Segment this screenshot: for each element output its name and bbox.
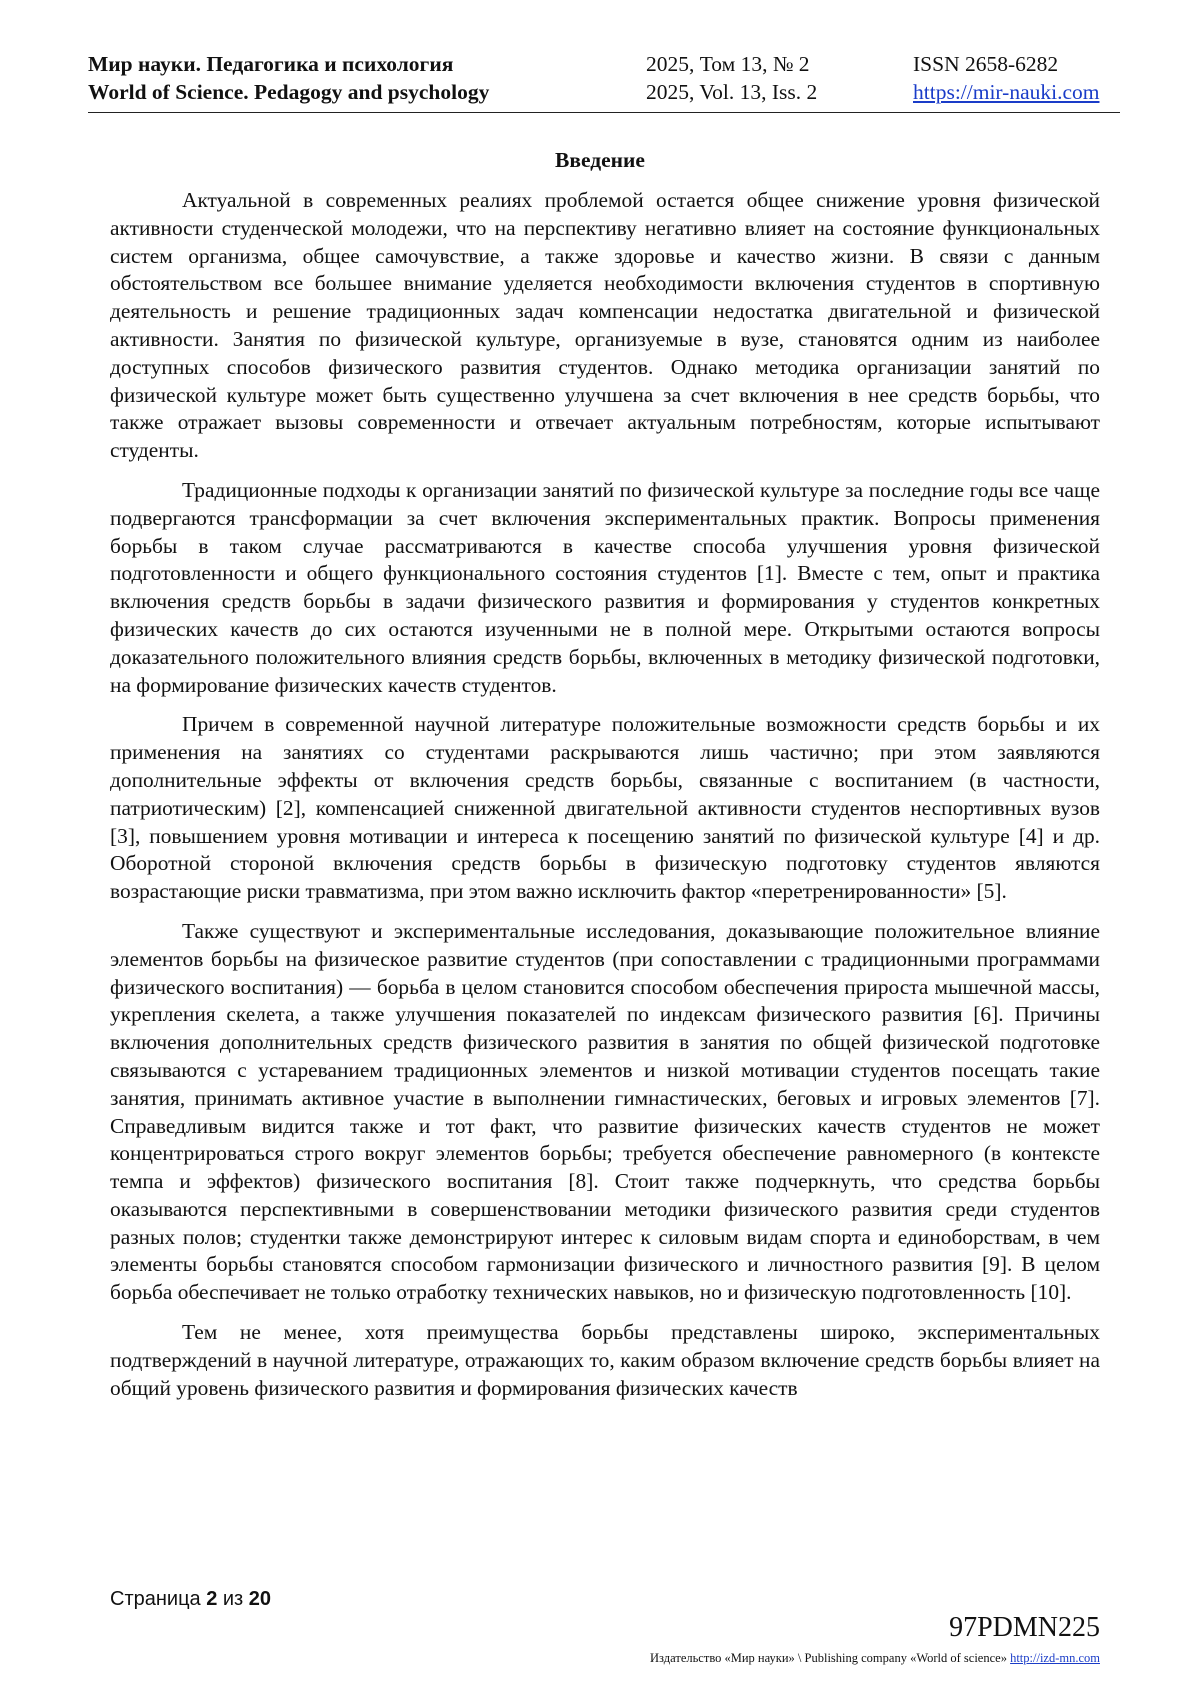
paragraph: Традиционные подходы к организации занятий по физической культуре за последние годы все чаще подвергаются трансформации за счет включения экспериментальных практик. Вопросы применения борьбы в таком случае рассматриваются в качестве способа улучшения уровня физической подготовленности и общего функционального состояния студентов [1]. Вместе с тем, опыт и практика включения средств борьбы в задачи физического развития и формирования у студентов конкретных физических качеств до сих остаются изученными не в полной мере. Открытыми остаются вопросы доказательного положительного влияния средств борьбы, включенных в методику физической подготовки, на формирование физических качеств студентов.	[110, 477, 1100, 697]
article-body	[110, 187, 1100, 1414]
article-code: 97PDMN225	[949, 1612, 1100, 1643]
website-link[interactable]: https://mir-nauki.com	[913, 80, 1100, 104]
publisher-line	[650, 1651, 1100, 1666]
volume-block	[646, 50, 817, 106]
paragraph: Причем в современной научной литературе положительные возможности средств борьбы и их применения на занятиях со студентами раскрываются лишь частично; при этом заявляются дополнительные эффекты от включения средств борьбы, связанные с воспитанием (в частности, патриотическим) [2], компенсацией сниженной двигательной активности студентов неспортивных вузов [3], повышением уровня мотивации и интереса к посещению занятий по физической культуре [4] и др. Оборотной стороной включения средств борьбы в физическую подготовку студентов являются возрастающие риски травматизма, при этом важно исключить фактор «перетренированности» [5].	[110, 712, 1100, 904]
issn-block	[913, 50, 1099, 106]
volume-ru: 2025, Том 13, № 2	[646, 52, 810, 76]
volume-en: 2025, Vol. 13, Iss. 2	[646, 80, 818, 104]
journal-title-block	[88, 50, 489, 106]
paragraph: Актуальной в современных реалиях проблемой остается общее снижение уровня физической активности студенческой молодежи, что на перспективу негативно влияет на состояние функциональных систем организма, общее самочувствие, а также здоровье и качество жизни. В связи с данным обстоятельством все большее внимание уделяется необходимости включения студентов в спортивную деятельность и решение традиционных задач компенсации недостатка двигательной и физической активности. Занятия по физической культуре, организуемые в вузе, становятся одним из наиболее доступных способов физического развития студентов. Однако методика организации занятий по физической культуре может быть существенно улучшена за счет включения в нее средств борьбы, что также отражает вызовы современности и отвечает актуальным потребностям, которые испытывают студенты.	[110, 188, 1100, 463]
page-total: 20	[248, 1588, 272, 1610]
journal-title-en: World of Science. Pedagogy and psychology	[88, 80, 490, 104]
running-header	[88, 50, 1120, 113]
page-current: 2	[206, 1588, 218, 1610]
paragraph: Также существуют и экспериментальные исследования, доказывающие положительное влияние элементов борьбы на физическое развитие студентов (при сопоставлении с традиционными программами физического воспитания) — борьба в целом становится способом обеспечения прироста мышечной массы, укрепления скелета, а также улучшения показателей по индексам физического развития [6]. Причины включения дополнительных средств физического развития в занятия по общей физической подготовке связываются с устареванием традиционных элементов и низкой мотивации студентов посещать такие занятия, принимать активное участие в выполнении гимнастических, беговых и игровых элементов [7]. Справедливым видится также и тот факт, что развитие физических качеств студентов не может концентрироваться строго вокруг элементов борьбы; требуется обеспечение равномерного (в контексте темпа и эффектов) физического воспитания [8]. Стоит также подчеркнуть, что средства борьбы оказываются перспективными в совершенствовании методики физического развития среди студентов разных полов; студентки также демонстрируют интерес к силовым видам спорта и единоборствам, в чем элементы борьбы становятся способом гармонизации физического и личностного развития [9]. В целом борьба обеспечивает не только отработку технических навыков, но и физическую подготовленность [10].	[110, 918, 1100, 1305]
page-of: из	[217, 1588, 249, 1610]
journal-title-ru: Мир науки. Педагогика и психология	[88, 52, 454, 76]
publisher-text: Издательство «Мир науки» \ Publishing company «World of science»	[650, 1651, 1011, 1665]
page-prefix: Страница	[110, 1588, 207, 1610]
paragraph: Тем не менее, хотя преимущества борьбы представлены широко, экспериментальных подтверждений в научной литературе, отражающих то, каким образом включение средств борьбы влияет на общий уровень физического развития и формирования физических качеств	[110, 1320, 1100, 1400]
publisher-link[interactable]: http://izd-mn.com	[1010, 1651, 1100, 1665]
issn: ISSN 2658-6282	[913, 52, 1059, 76]
section-heading: Введение	[555, 148, 645, 172]
page-number	[110, 1588, 271, 1611]
